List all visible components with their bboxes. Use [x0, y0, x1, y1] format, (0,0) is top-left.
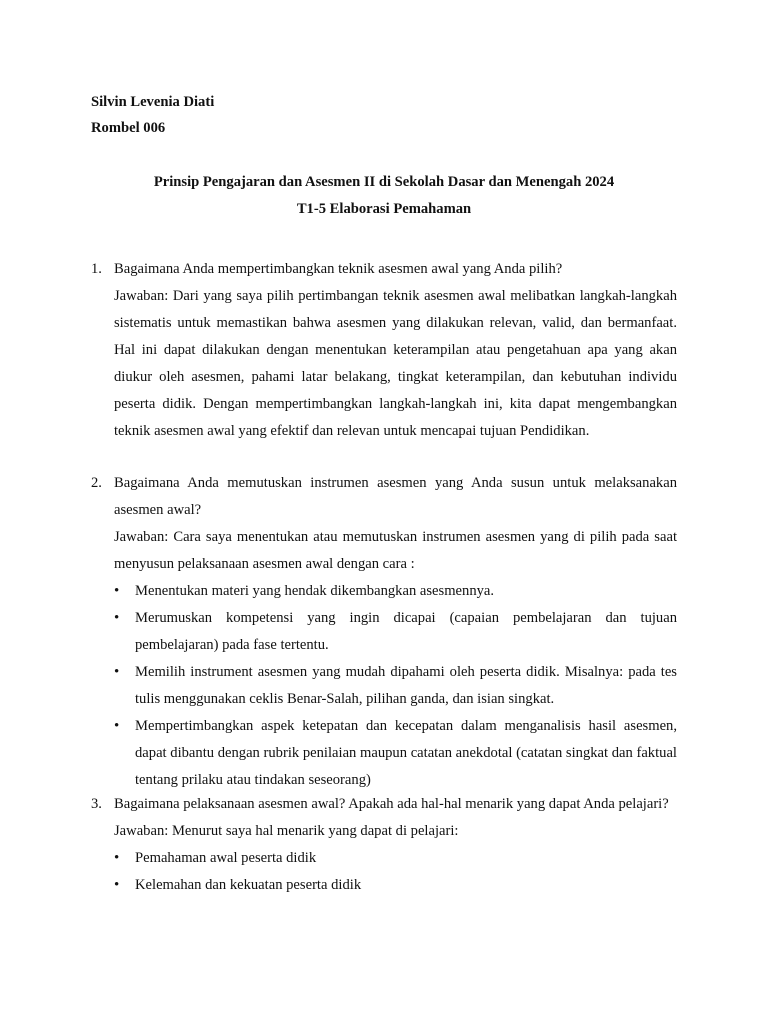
- list-item-text: Kelemahan dan kekuatan peserta didik: [135, 877, 362, 893]
- question-2: [91, 470, 677, 794]
- list-item-text: Memilih instrument asesmen yang mudah dipahami oleh peserta didik. Misalnya: pada tes tulis menggunakan ceklis Benar-Salah, pilihan ganda, dan isian singkat.: [135, 664, 677, 707]
- question-3: [91, 791, 677, 899]
- bullet-icon: •: [114, 850, 120, 866]
- answer-bullet-list: [91, 578, 677, 794]
- list-item: [114, 578, 677, 605]
- bullet-icon: •: [114, 877, 120, 893]
- bullet-icon: •: [114, 610, 120, 626]
- list-item-text: Pemahaman awal peserta didik: [135, 850, 317, 866]
- document-title: Prinsip Pengajaran dan Asesmen II di Sekolah Dasar dan Menengah 2024: [153, 174, 615, 190]
- rombel-label: Rombel 006: [91, 120, 166, 136]
- answer-text: Jawaban: Cara saya menentukan atau memutuskan instrumen asesmen yang di pilih pada saat menyusun pelaksanaan asesmen awal dengan cara :: [114, 529, 677, 572]
- list-item: [114, 872, 677, 899]
- question-1: [91, 256, 677, 445]
- bullet-icon: •: [114, 583, 120, 599]
- question-text: Bagaimana Anda memutuskan instrumen asesmen yang Anda susun untuk melaksanakan asesmen awal?: [114, 475, 677, 518]
- list-item: [114, 845, 677, 872]
- question-text: Bagaimana pelaksanaan asesmen awal? Apakah ada hal-hal menarik yang dapat Anda pelajari?: [114, 796, 669, 812]
- answer-text: Jawaban: Dari yang saya pilih pertimbangan teknik asesmen awal melibatkan langkah-langkah sistematis untuk memastikan bahwa asesmen yang dilakukan relevan, valid, dan bermanfaat. Hal ini dapat dilakukan dengan menentukan keterampilan atau pengetahuan apa yang akan diukur oleh asesmen, pahami latar belakang, tingkat keterampilan, dan kebutuhan individu peserta didik. Dengan mempertimbangkan langkah-langkah ini, kita dapat mengembangkan teknik asesmen awal yang efektif dan relevan untuk mencapai tujuan Pendidikan.: [114, 288, 677, 439]
- list-item-text: Merumuskan kompetensi yang ingin dicapai (capaian pembelajaran dan tujuan pembelajaran) pada fase tertentu.: [135, 610, 677, 653]
- author-name: Silvin Levenia Diati: [91, 94, 215, 110]
- question-text: Bagaimana Anda mempertimbangkan teknik asesmen awal yang Anda pilih?: [114, 261, 563, 277]
- bullet-icon: •: [114, 718, 120, 734]
- list-item-text: Menentukan materi yang hendak dikembangkan asesmennya.: [135, 583, 495, 599]
- answer-bullet-list: [91, 845, 677, 899]
- list-item: [114, 605, 677, 659]
- list-item: [114, 659, 677, 713]
- answer-text: Jawaban: Menurut saya hal menarik yang dapat di pelajari:: [114, 823, 459, 839]
- question-number: 1.: [91, 261, 102, 277]
- list-item: [114, 713, 677, 794]
- bullet-icon: •: [114, 664, 120, 680]
- question-number: 2.: [91, 475, 102, 491]
- document-subtitle: T1-5 Elaborasi Pemahaman: [296, 201, 472, 217]
- list-item-text: Mempertimbangkan aspek ketepatan dan kecepatan dalam menganalisis hasil asesmen, dapat dibantu dengan rubrik penilaian maupun catatan anekdotal (catatan singkat dan faktual tentang prilaku atau tindakan seseorang): [135, 718, 677, 788]
- question-number: 3.: [91, 796, 102, 812]
